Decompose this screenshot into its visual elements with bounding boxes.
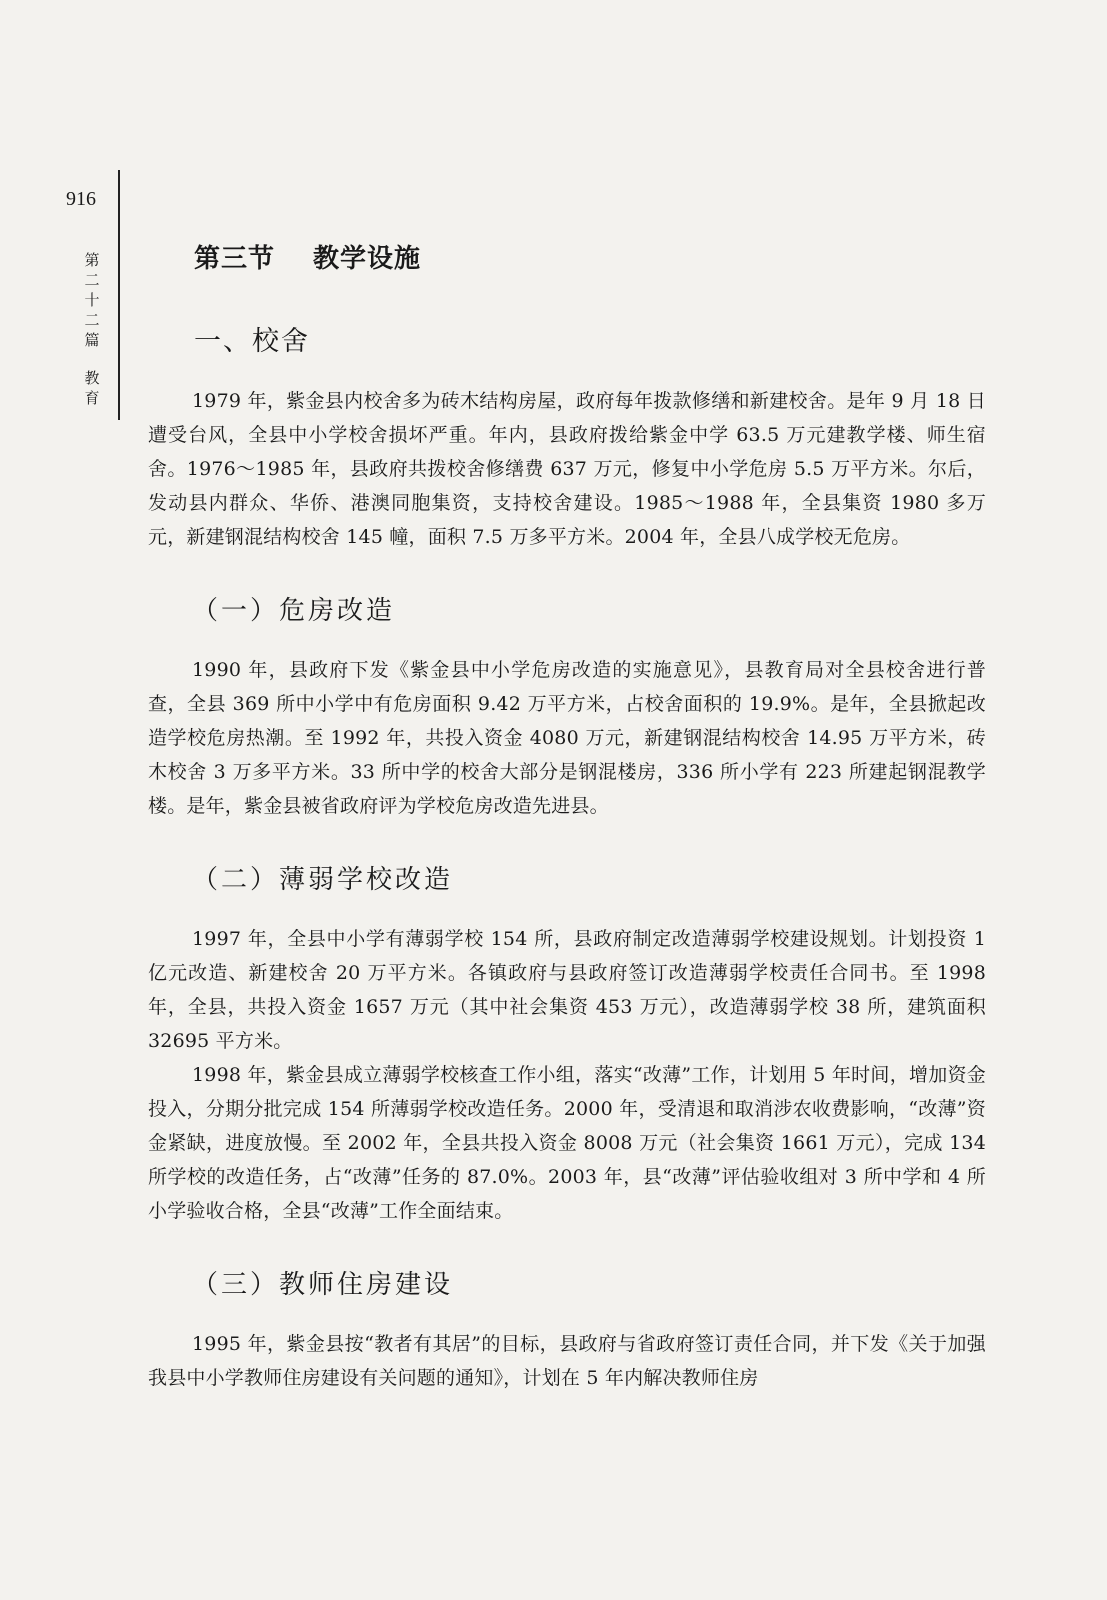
topic-title: （三）教师住房建设 bbox=[192, 1270, 454, 1300]
section-name: 教学设施 bbox=[313, 244, 422, 274]
topic-title: （二）薄弱学校改造 bbox=[192, 865, 454, 895]
page-number: 916 bbox=[66, 188, 96, 210]
running-head-char: 育 bbox=[84, 389, 100, 407]
running-head-char: 二 bbox=[84, 271, 100, 289]
subsection-title: 一、校舍 bbox=[194, 326, 310, 357]
page-content bbox=[148, 228, 986, 1395]
body-paragraph: 1979 年，紫金县内校舍多为砖木结构房屋，政府每年拨款修缮和新建校舍。是年 9 月 18 日遭受台风，全县中小学校舍损坏严重。年内，县政府拨给紫金中学 63.5 万元建教学楼、师生宿舍。1976～1985 年，县政府共拨校舍修缮费 637 万元，修复中小学危房 5.5 万平方米。尔后，发动县内群众、华侨、港澳同胞集资，支持校舍建设。1985～1988 年，全县集资 1980 多万元，新建钢混结构校舍 145 幢，面积 7.5 万多平方米。2004 年，全县八成学校无危房。 bbox=[148, 390, 986, 548]
body-paragraph: 1995 年，紫金县按“教者有其居”的目标，县政府与省政府签订责任合同，并下发《关于加强我县中小学教师住房建设有关问题的通知》，计划在 5 年内解决教师住房 bbox=[148, 1333, 986, 1389]
body-paragraph: 1998 年，紫金县成立薄弱学校核查工作小组，落实“改薄”工作，计划用 5 年时间，增加资金投入，分期分批完成 154 所薄弱学校改造任务。2000 年，受清退和取消涉农收费影响，“改薄”资金紧缺，进度放慢。至 2002 年，全县共投入资金 8008 万元（社会集资 1661 万元），完成 134 所学校的改造任务，占“改薄”任务的 87.0%。2003 年，县“改薄”评估验收组对 3 所中学和 4 所小学验收合格，全县“改薄”工作全面结束。 bbox=[148, 1064, 986, 1222]
section-title bbox=[194, 238, 986, 275]
running-head bbox=[80, 250, 104, 408]
running-head-char: 教 bbox=[84, 369, 100, 387]
body-paragraph: 1997 年，全县中小学有薄弱学校 154 所，县政府制定改造薄弱学校建设规划。计划投资 1 亿元改造、新建校舍 20 万平方米。各镇政府与县政府签订改造薄弱学校责任合同书。至 1998 年，全县，共投入资金 1657 万元（其中社会集资 453 万元），改造薄弱学校 38 所，建筑面积 32695 平方米。 bbox=[148, 928, 986, 1052]
running-head-char: 第 bbox=[84, 251, 100, 269]
body-paragraph: 1990 年，县政府下发《紫金县中小学危房改造的实施意见》，县教育局对全县校舍进行普查，全县 369 所中小学中有危房面积 9.42 万平方米，占校舍面积的 19.9%。是年，全县掀起改造学校危房热潮。至 1992 年，共投入资金 4080 万元，新建钢混结构校舍 14.95 万平方米，砖木校舍 3 万多平方米。33 所中学的校舍大部分是钢混楼房，336 所小学有 223 所建起钢混教学楼。是年，紫金县被省政府评为学校危房改造先进县。 bbox=[148, 659, 986, 817]
topic-title: （一）危房改造 bbox=[192, 596, 396, 626]
running-head-char: 十 bbox=[84, 291, 100, 309]
running-head-char: 二 bbox=[84, 311, 100, 329]
margin-rule bbox=[118, 170, 120, 420]
running-head-char: 篇 bbox=[84, 331, 100, 349]
section-number: 第三节 bbox=[194, 244, 276, 274]
running-head-gap bbox=[80, 350, 104, 368]
